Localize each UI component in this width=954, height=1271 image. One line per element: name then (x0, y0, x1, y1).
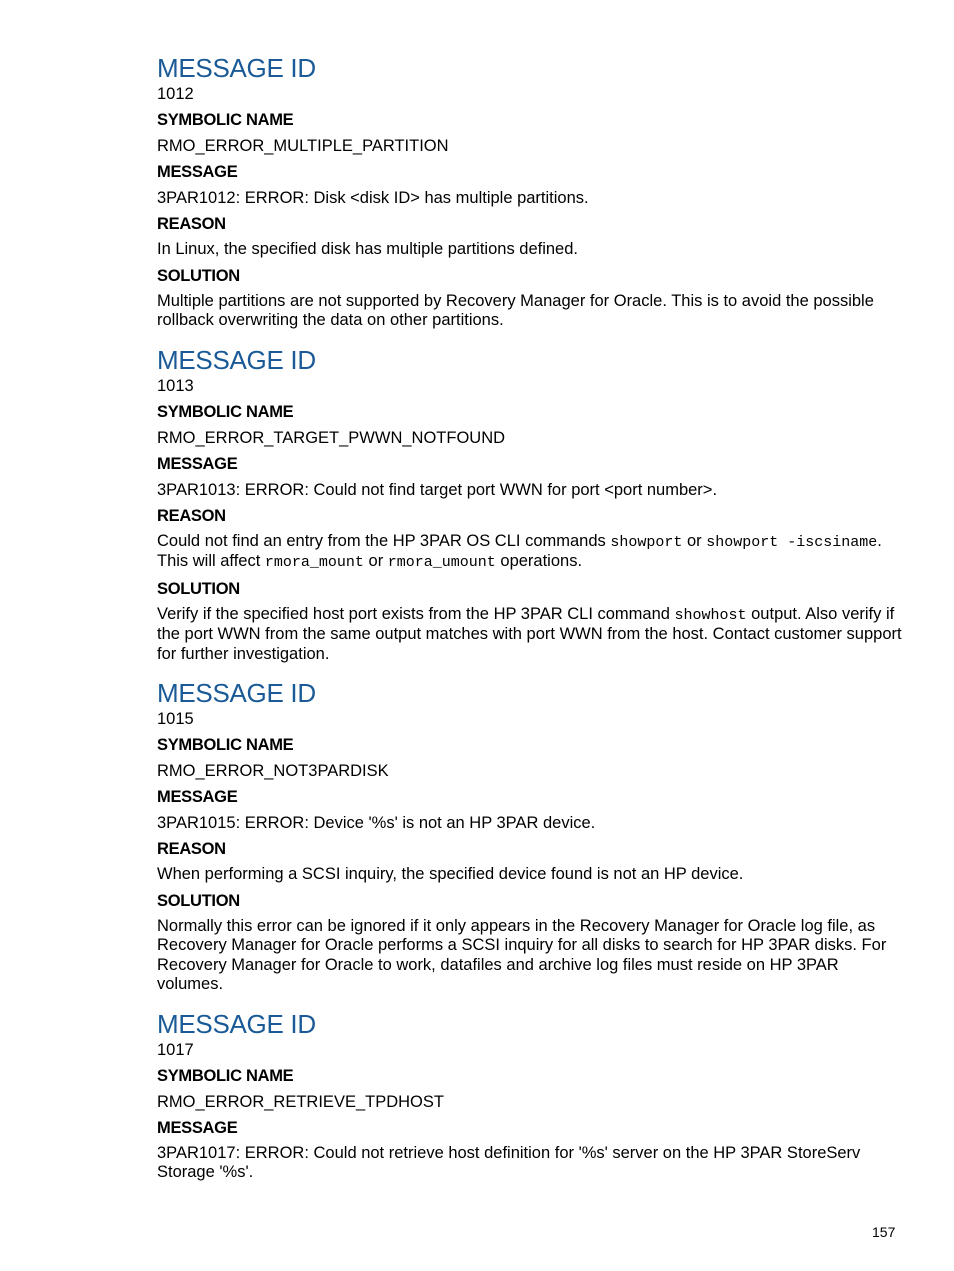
message-text: 3PAR1015: ERROR: Device '%s' is not an HP 3PAR device. (157, 814, 596, 832)
symbolic-name-label: SYMBOLIC NAME (157, 1066, 294, 1085)
symbolic-name-label: SYMBOLIC NAME (157, 402, 294, 421)
solution-text: Normally this error can be ignored if it only appears in the Recovery Manager for Oracle log file, as Recovery Manager for Oracle performs a SCSI inquiry for all disks to search for HP 3PAR disks. For Recovery Manager for Oracle to work, datafiles and archive log files must reside on HP 3PAR volumes. (157, 916, 887, 993)
reason-label: REASON (157, 840, 226, 858)
command-showport: showport (610, 533, 683, 551)
command-showhost: showhost (674, 606, 747, 624)
reason-label: REASON (157, 506, 226, 525)
symbolic-name-label: SYMBOLIC NAME (157, 111, 294, 129)
message-text: 3PAR1017: ERROR: Could not retrieve host definition for '%s' server on the HP 3PAR StoreServ Storage '%s'. (157, 1143, 861, 1181)
message-id-heading: MESSAGE ID (157, 344, 316, 375)
symbolic-name-label: SYMBOLIC NAME (157, 736, 294, 754)
message-id-value: 1017 (157, 1040, 194, 1059)
message-label: MESSAGE (157, 1118, 238, 1137)
reason-text: When performing a SCSI inquiry, the specified device found is not an HP device. (157, 865, 744, 883)
message-label: MESSAGE (157, 454, 238, 473)
solution-label: SOLUTION (157, 891, 240, 910)
solution-label: SOLUTION (157, 266, 240, 285)
message-label: MESSAGE (157, 788, 238, 806)
solution-text-part: Verify if the specified host port exists from the HP 3PAR CLI command (157, 604, 675, 623)
solution-text (157, 602, 902, 668)
message-id-heading: MESSAGE ID (157, 678, 316, 708)
reason-text-part: . This will affect (157, 531, 882, 570)
symbolic-name-value: RMO_ERROR_RETRIEVE_TPDHOST (157, 1092, 444, 1111)
message-entry-1012 (157, 52, 902, 334)
command-showport-iscsiname: showport -iscsiname (706, 533, 878, 551)
message-entry-1017 (157, 1008, 902, 1186)
reason-text-part: or (682, 531, 707, 550)
reason-text-part: operations. (495, 552, 583, 570)
message-id-value: 1012 (157, 85, 194, 103)
command-rmora-mount: rmora_mount (264, 554, 364, 571)
reason-text-part: Could not find an entry from the HP 3PAR OS CLI commands (157, 531, 611, 550)
message-id-value: 1013 (157, 376, 194, 395)
solution-text: Multiple partitions are not supported by Recovery Manager for Oracle. This is to avoid the possible rollback overwriting the data on other partitions. (157, 291, 874, 329)
solution-text-part: output. Also verify if the port WWN from the same output matches with port WWN from the host. Contact customer support for further investigation. (157, 604, 902, 663)
message-id-heading: MESSAGE ID (157, 1008, 316, 1039)
symbolic-name-value: RMO_ERROR_TARGET_PWWN_NOTFOUND (157, 428, 506, 447)
symbolic-name-value: RMO_ERROR_MULTIPLE_PARTITION (157, 137, 449, 155)
solution-label: SOLUTION (157, 579, 240, 598)
message-label: MESSAGE (157, 163, 238, 181)
symbolic-name-value: RMO_ERROR_NOT3PARDISK (157, 762, 389, 780)
message-id-value: 1015 (157, 710, 194, 728)
reason-text: In Linux, the specified disk has multiple partitions defined. (157, 240, 578, 258)
reason-label: REASON (157, 215, 226, 233)
message-entry-1015 (157, 677, 902, 998)
page-number: 157 (872, 1224, 896, 1240)
message-text: 3PAR1013: ERROR: Could not find target port WWN for port <port number>. (157, 480, 718, 499)
document-body (157, 52, 902, 1186)
message-text: 3PAR1012: ERROR: Disk <disk ID> has multiple partitions. (157, 189, 589, 207)
reason-text-part: or (363, 552, 388, 570)
command-rmora-umount: rmora_umount (387, 554, 496, 571)
message-id-heading: MESSAGE ID (157, 53, 316, 83)
message-entry-1013 (157, 344, 902, 668)
reason-text (157, 529, 902, 576)
